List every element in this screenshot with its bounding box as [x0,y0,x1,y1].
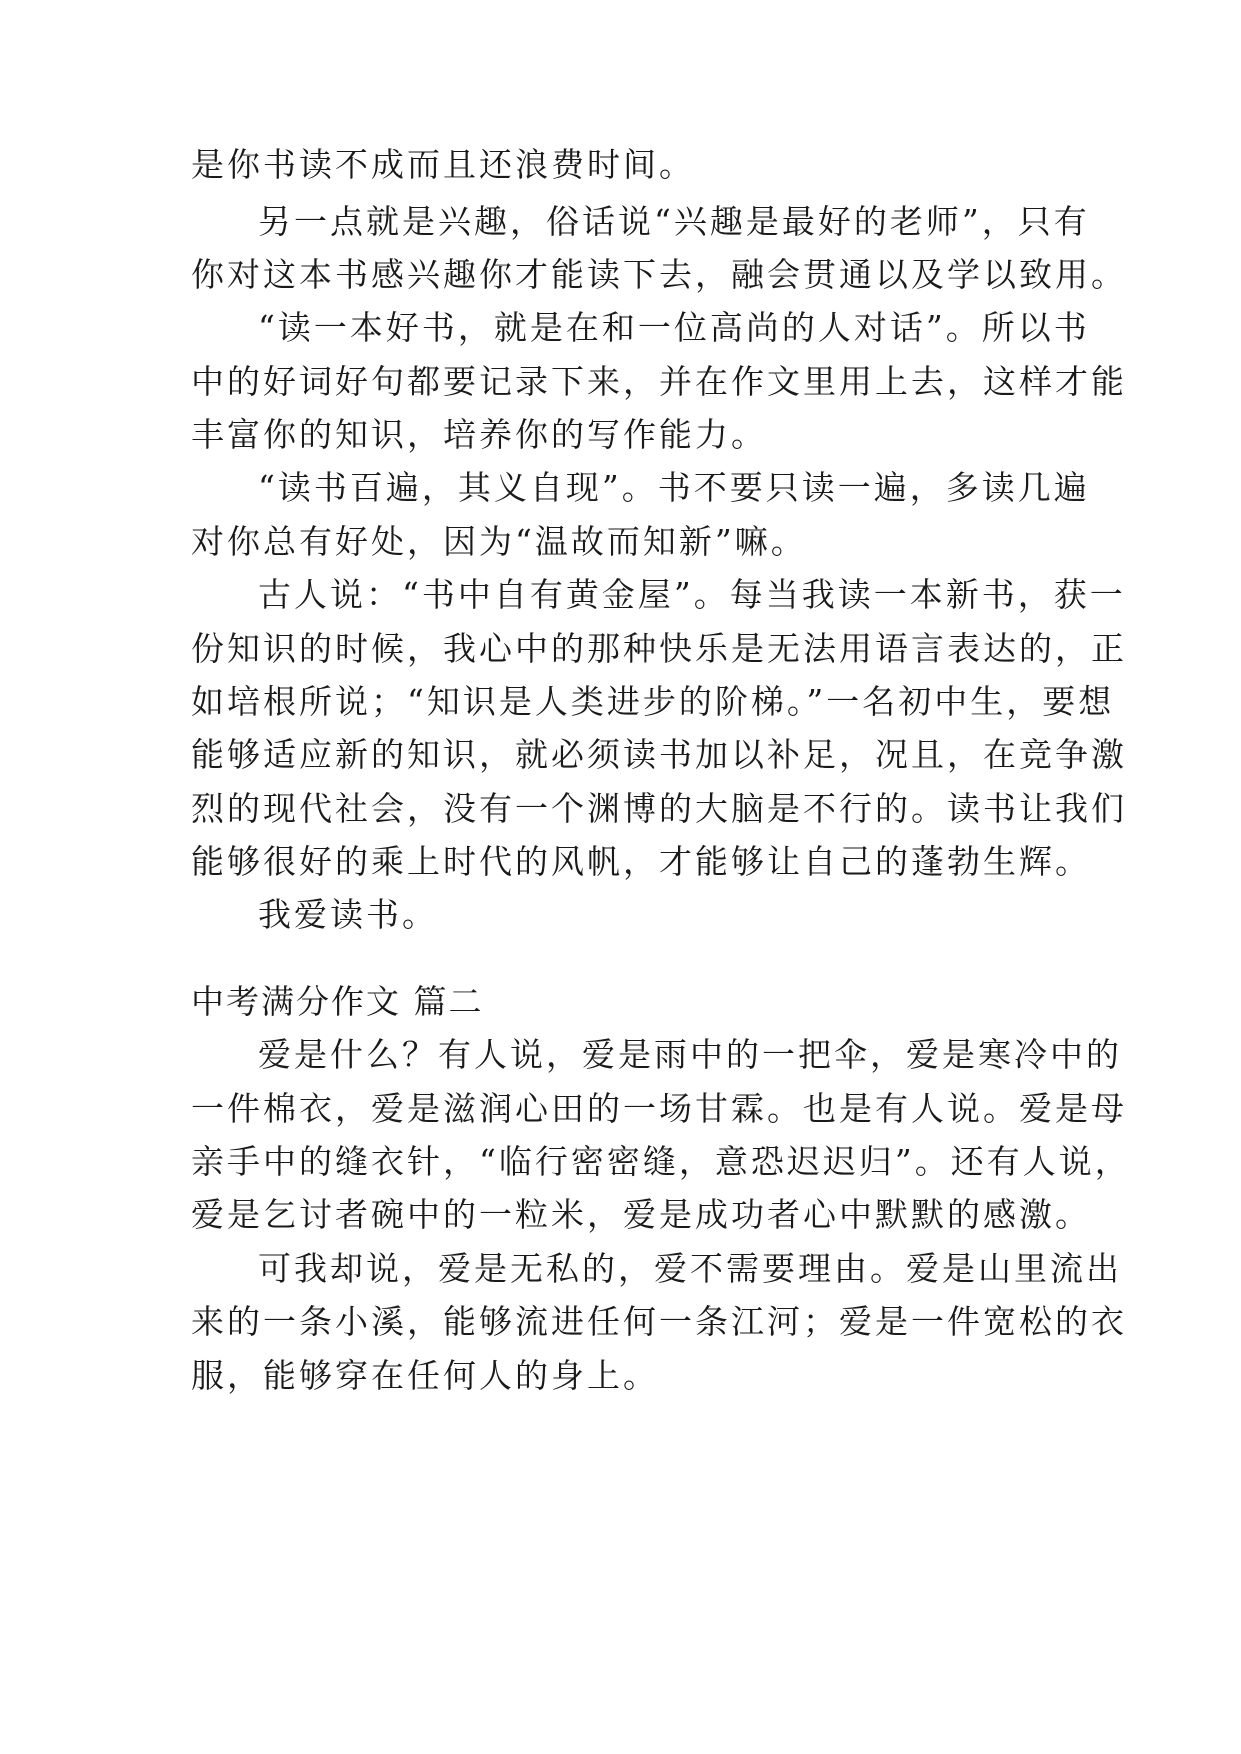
text-line: 我爱读书。 [258,895,438,934]
text-line: 丰富你的知识，培养你的写作能力。 [191,415,767,454]
text-line: “读一本好书，就是在和一位高尚的人对话”。所以书 [258,308,1090,347]
text-line: 份知识的时候，我心中的那种快乐是无法用语言表达的，正 [191,629,1127,668]
text-line: 服，能够穿在任何人的身上。 [191,1356,659,1395]
text-line: 来的一条小溪，能够流进任何一条江河；爱是一件宽松的衣 [191,1302,1127,1341]
text-line: 亲手中的缝衣针，“临行密密缝，意恐迟迟归”。还有人说， [191,1142,1131,1181]
text-line: 你对这本书感兴趣你才能读下去，融会贯通以及学以致用。 [191,255,1127,294]
text-line: 能够很好的乘上时代的风帆，才能够让自己的蓬勃生辉。 [191,842,1091,881]
text-line: 一件棉衣，爱是滋润心田的一场甘霖。也是有人说。爱是母 [191,1089,1127,1128]
text-line: 爱是什么？有人说，爱是雨中的一把伞，爱是寒冷中的 [258,1035,1122,1074]
text-line: 另一点就是兴趣，俗话说“兴趣是最好的老师”，只有 [258,202,1090,241]
text-line: 能够适应新的知识，就必须读书加以补足，况且，在竞争激 [191,735,1127,774]
text-line: “读书百遍，其义自现”。书不要只读一遍，多读几遍 [258,468,1090,507]
text-line: 是你书读不成而且还浪费时间。 [191,145,695,184]
section-heading: 中考满分作文 篇二 [191,982,484,1021]
text-line: 如培根所说；“知识是人类进步的阶梯。”一名初中生，要想 [191,682,1115,721]
text-line: 中的好词好句都要记录下来，并在作文里用上去，这样才能 [191,362,1127,401]
text-line: 古人说：“书中自有黄金屋”。每当我读一本新书，获一 [258,575,1126,614]
text-line: 烈的现代社会，没有一个渊博的大脑是不行的。读书让我们 [191,789,1127,828]
text-line: 对你总有好处，因为“温故而知新”嘛。 [191,522,807,561]
text-line: 爱是乞讨者碗中的一粒米，爱是成功者心中默默的感激。 [191,1195,1091,1234]
text-line: 可我却说，爱是无私的，爱不需要理由。爱是山里流出 [258,1249,1122,1288]
